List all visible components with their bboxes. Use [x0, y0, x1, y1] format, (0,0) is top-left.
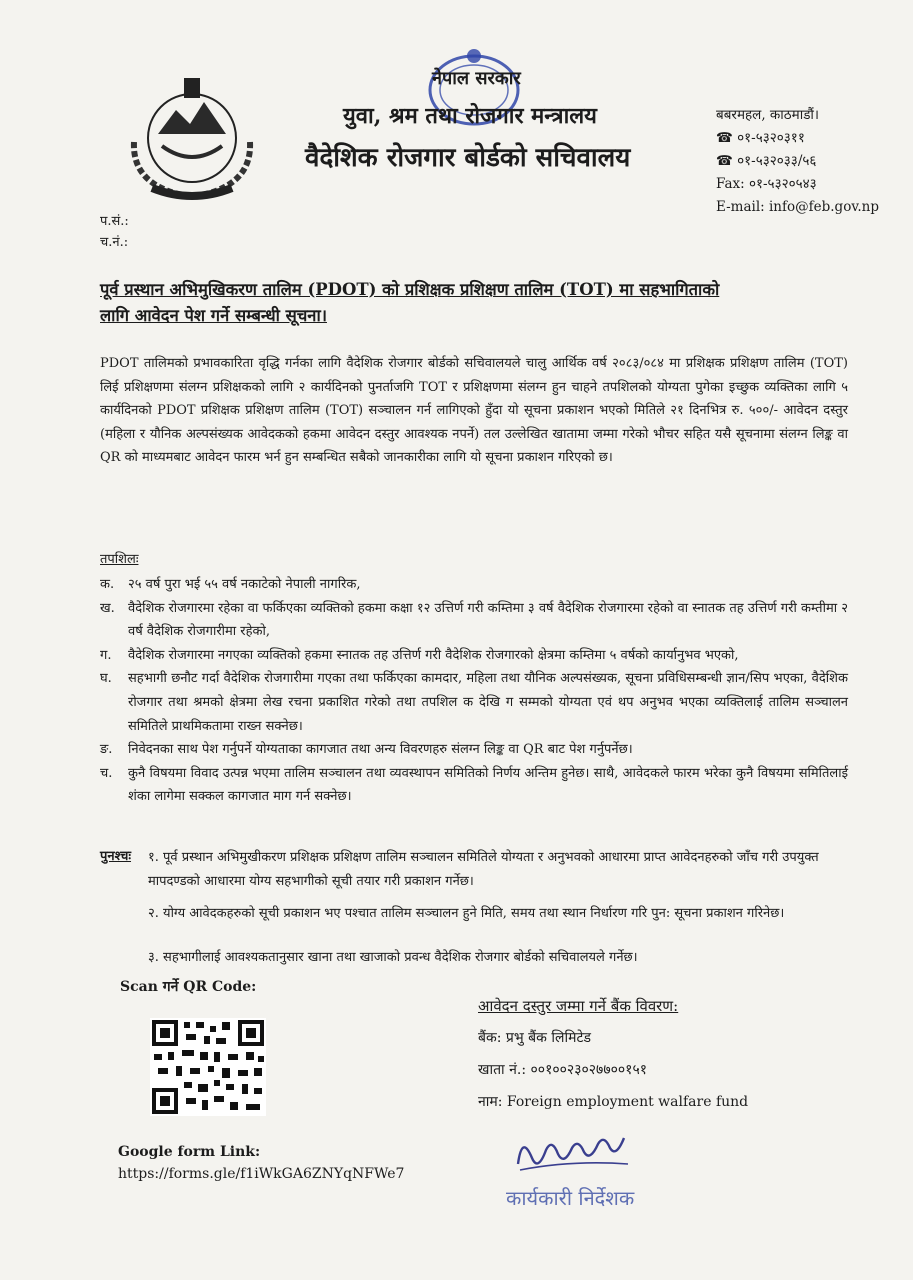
qr-label: Scan गर्ने QR Code: [120, 979, 257, 995]
phone-icon: ☎ [716, 153, 738, 169]
title-line-1: पूर्व प्रस्थान अभिमुखिकरण तालिम (PDOT) को प्रशिक्षक प्रशिक्षण तालिम (TOT) मा सहभागिताको [100, 280, 720, 299]
details-heading: तपशिलः [100, 552, 139, 567]
list-item: ख. वैदेशिक रोजगारमा रहेका वा फर्किएका व्यक्तिको हकमा कक्षा १२ उत्तिर्ण गरी कम्तिमा ३ वर्ष वैदेशिक रोजगारमा रहेको वा स्नातक तह उत्तिर्ण गरी कम्तीमा २ वर्ष वैदेशिक रोजगारीमा रहेको, [100, 600, 848, 640]
bank-account-number: खाता नं.: ००१००२३०२७७००१५१ [478, 1062, 648, 1078]
account-holder-name: नाम: Foreign employment walfare fund [478, 1094, 749, 1110]
notice-title [100, 277, 860, 329]
note-item: २. योग्य आवेदकहरुको सूची प्रकाशन भए पश्चात तालिम सञ्चालन हुने मिति, समय तथा स्थान निर्धारण गरि पुन: सूचना प्रकाशन गरिनेछ। [148, 906, 785, 921]
email: E-mail: info@feb.gov.np [716, 199, 879, 215]
contact-block [716, 104, 879, 219]
bank-name: बैंक: प्रभु बैंक लिमिटेड [478, 1030, 592, 1046]
list-item: ङ. निवेदनका साथ पेश गर्नुपर्ने योग्यताका कागजात तथा अन्य विवरणहरु संलग्न लिङ्क वा QR बाट पेश गर्नुपर्नेछ। [100, 742, 633, 758]
fax: Fax: ०१-५३२०५४३ [716, 176, 817, 192]
phone-icon: ☎ [716, 130, 738, 146]
government-heading: नेपाल सरकार [432, 68, 521, 89]
note-item: ३. सहभागीलाई आवश्यकतानुसार खाना तथा खाजाको प्रवन्ध वैदेशिक रोजगार बोर्डको सचिवालयले गर्नेछ। [148, 950, 638, 965]
note-item: १. पूर्व प्रस्थान अभिमुखीकरण प्रशिक्षक प्रशिक्षण तालिम सञ्चालन समितिले योग्यता र अनुभवको आधारमा प्राप्त आवेदनहरुको जाँच गरी उपयुक्त मापदण्डको आधारमा योग्य सहभागीको सूची तयार गरी प्रकाशन गर्नेछ। [148, 850, 819, 889]
notes-heading: पुनश्चः [100, 849, 132, 864]
qr-code[interactable] [150, 1018, 266, 1116]
chalani-number: च.नं.: [100, 235, 129, 250]
list-item: क. २५ वर्ष पुरा भई ५५ वर्ष नकाटेको नेपाली नागरिक, [100, 577, 361, 592]
secretariat-heading: वैदेशिक रोजगार बोर्डको सचिवालय [305, 143, 631, 173]
executive-director-title: कार्यकारी निर्देशक [506, 1186, 635, 1210]
title-line-2: लागि आवेदन पेश गर्ने सम्बन्धी सूचना। [100, 306, 327, 325]
phone-line-1: ☎ ०१-५३२०३११ [716, 130, 805, 146]
google-form-link[interactable]: https://forms.gle/f1iWkGA6ZNYqNFWe7 [118, 1166, 405, 1182]
list-item: च. कुनै विषयमा विवाद उत्पन्न भएमा तालिम सञ्चालन तथा व्यवस्थापन समितिको निर्णय अन्तिम हुनेछ। साथै, आवेदकले फारम भरेका कुनै विषयमा समितिलाई शंका लागेमा सक्कल कागजात माग गर्न सक्नेछ। [100, 765, 848, 805]
patra-sankhya: प.सं.: [100, 214, 129, 229]
intro-paragraph: PDOT तालिमको प्रभावकारिता वृद्धि गर्नका लागि वैदेशिक रोजगार बोर्डको सचिवालयले चालु आर्थिक वर्ष २०८३/०८४ मा प्रशिक्षक प्रशिक्षण तालिम (TOT) लिई प्रशिक्षणमा संलग्न प्रशिक्षकको लागि २ कार्यदिनको पुनर्ताजगि TOT र प्रशिक्षणमा संलग्न हुन चाहने तपशिलको योग्यता पुगेका इच्छुक व्यक्तिका लागि ५ कार्यदिनको PDOT प्रशिक्षक प्रशिक्षण तालिम (TOT) सञ्चालन गर्न लागिएको हुँदा यो सूचना प्रकाशन भएको मितिले २१ दिनभित्र रु. ५००/- आवेदन दस्तुर (महिला र यौनिक अल्पसंख्यक आवेदकको हकमा आवेदन दस्तुर आवश्यक नपर्ने) तल उल्लेखित खातामा जम्मा गरेको भौचर सहित यसै सूचनामा संलग्न लिङ्क वा QR को माध्यमबाट आवेदन फारम भर्न हुन सम्बन्धित सबैको जानकारीका लागि यो सूचना प्रकाशन गरिएको छ। [100, 356, 848, 466]
handwritten-signature [512, 1124, 632, 1180]
details-list [100, 573, 848, 809]
address: बबरमहल, काठमाडौं। [716, 107, 820, 123]
google-form-label: Google form Link: [118, 1144, 261, 1160]
reference-numbers [100, 211, 129, 253]
list-item: घ. सहभागी छनौट गर्दा वैदेशिक रोजगारीमा गएका तथा फर्किएका कामदार, महिला तथा यौनिक अल्पसंख्यक, सूचना प्रविधिसम्बन्धी ज्ञान/सिप भएका, वैदेशिक रोजगार तथा श्रमको क्षेत्रमा लेख रचना प्रकाशित गरेको तथा तपशिल क देखि ग सम्मको योग्यता एवं थप अनुभव भएका व्यक्तिलाई तालिम सञ्चालन समितिले प्राथमिकतामा राख्न सक्नेछ। [100, 671, 848, 734]
bank-details-heading: आवेदन दस्तुर जम्मा गर्ने बैंक विवरण: [478, 997, 679, 1015]
ministry-heading: युवा, श्रम तथा रोजगार मन्त्रालय [343, 103, 597, 129]
nepal-government-emblem [118, 72, 266, 204]
list-item: ग. वैदेशिक रोजगारमा नगएका व्यक्तिको हकमा स्नातक तह उत्तिर्ण गरी वैदेशिक रोजगारको क्षेत्रमा कम्तिमा ५ वर्षको कार्यानुभव भएको, [100, 647, 739, 663]
phone-line-2: ☎ ०१-५३२०३३/५६ [716, 153, 817, 169]
